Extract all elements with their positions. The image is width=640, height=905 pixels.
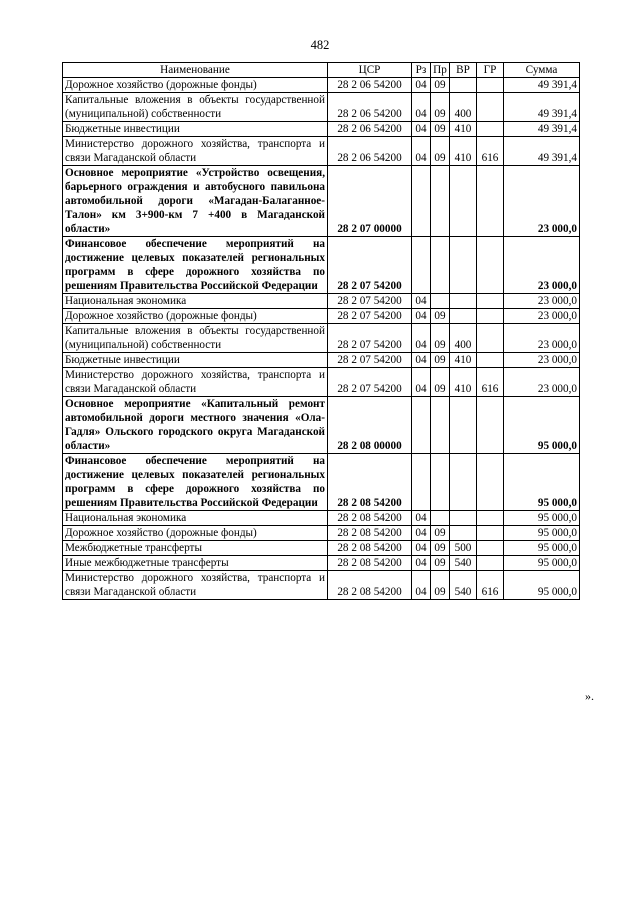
cell-name: Финансовое обеспечение мероприятий на достижение целевых показателей региональных программ в сфере дорожного хозяйства по решениям Правительства Российской Федерации xyxy=(63,454,328,511)
cell-csr: 28 2 07 54200 xyxy=(328,309,412,324)
cell-csr: 28 2 06 54200 xyxy=(328,93,412,122)
cell-pr: 09 xyxy=(431,309,450,324)
cell-gr: 616 xyxy=(477,137,504,166)
cell-name: Национальная экономика xyxy=(63,294,328,309)
table-row xyxy=(63,397,580,454)
table-row xyxy=(63,324,580,353)
cell-csr: 28 2 08 54200 xyxy=(328,541,412,556)
cell-rz xyxy=(412,237,431,294)
cell-csr: 28 2 08 54200 xyxy=(328,454,412,511)
cell-csr: 28 2 07 54200 xyxy=(328,324,412,353)
cell-rz: 04 xyxy=(412,556,431,571)
cell-vr: 410 xyxy=(450,122,477,137)
cell-name: Иные межбюджетные трансферты xyxy=(63,556,328,571)
cell-sum: 49 391,4 xyxy=(504,93,580,122)
table-row xyxy=(63,137,580,166)
header-csr: ЦСР xyxy=(328,63,412,78)
header-rz: Рз xyxy=(412,63,431,78)
header-pr: Пр xyxy=(431,63,450,78)
cell-name: Основное мероприятие «Капитальный ремонт автомобильной дороги местного значения «Ола-Гадля» Ольского городского округа Магаданской области» xyxy=(63,397,328,454)
cell-rz: 04 xyxy=(412,368,431,397)
cell-vr xyxy=(450,511,477,526)
cell-pr xyxy=(431,397,450,454)
cell-pr: 09 xyxy=(431,353,450,368)
cell-pr: 09 xyxy=(431,368,450,397)
cell-pr: 09 xyxy=(431,526,450,541)
cell-sum: 23 000,0 xyxy=(504,166,580,237)
page-number: 482 xyxy=(310,38,330,52)
cell-name: Министерство дорожного хозяйства, транспорта и связи Магаданской области xyxy=(63,368,328,397)
cell-csr: 28 2 06 54200 xyxy=(328,122,412,137)
cell-csr: 28 2 07 54200 xyxy=(328,368,412,397)
cell-name: Министерство дорожного хозяйства, транспорта и связи Магаданской области xyxy=(63,137,328,166)
cell-pr xyxy=(431,237,450,294)
cell-gr xyxy=(477,541,504,556)
cell-vr: 410 xyxy=(450,353,477,368)
cell-rz: 04 xyxy=(412,541,431,556)
cell-vr xyxy=(450,309,477,324)
cell-vr xyxy=(450,397,477,454)
cell-csr: 28 2 08 54200 xyxy=(328,526,412,541)
cell-name: Капитальные вложения в объекты государственной (муниципальной) собственности xyxy=(63,324,328,353)
cell-name: Межбюджетные трансферты xyxy=(63,541,328,556)
cell-vr: 400 xyxy=(450,93,477,122)
cell-name: Бюджетные инвестиции xyxy=(63,353,328,368)
cell-csr: 28 2 06 54200 xyxy=(328,78,412,93)
cell-sum: 49 391,4 xyxy=(504,122,580,137)
cell-pr xyxy=(431,454,450,511)
cell-sum: 23 000,0 xyxy=(504,294,580,309)
cell-pr xyxy=(431,511,450,526)
table-row xyxy=(63,166,580,237)
cell-gr xyxy=(477,294,504,309)
header-gr: ГР xyxy=(477,63,504,78)
cell-vr xyxy=(450,78,477,93)
cell-rz xyxy=(412,166,431,237)
cell-pr: 09 xyxy=(431,324,450,353)
cell-pr: 09 xyxy=(431,556,450,571)
cell-gr xyxy=(477,511,504,526)
cell-vr xyxy=(450,454,477,511)
table-row xyxy=(63,237,580,294)
table-row xyxy=(63,353,580,368)
cell-name: Национальная экономика xyxy=(63,511,328,526)
cell-csr: 28 2 08 00000 xyxy=(328,397,412,454)
cell-gr xyxy=(477,526,504,541)
cell-pr xyxy=(431,294,450,309)
cell-rz: 04 xyxy=(412,324,431,353)
cell-rz: 04 xyxy=(412,294,431,309)
cell-sum: 95 000,0 xyxy=(504,541,580,556)
cell-csr: 28 2 08 54200 xyxy=(328,556,412,571)
cell-sum: 23 000,0 xyxy=(504,309,580,324)
cell-sum: 95 000,0 xyxy=(504,511,580,526)
header-vr: ВР xyxy=(450,63,477,78)
cell-rz: 04 xyxy=(412,93,431,122)
cell-gr xyxy=(477,556,504,571)
cell-rz: 04 xyxy=(412,571,431,600)
cell-rz: 04 xyxy=(412,511,431,526)
cell-sum: 23 000,0 xyxy=(504,324,580,353)
cell-vr: 540 xyxy=(450,556,477,571)
cell-gr xyxy=(477,93,504,122)
table-row xyxy=(63,93,580,122)
cell-gr xyxy=(477,454,504,511)
cell-name: Капитальные вложения в объекты государственной (муниципальной) собственности xyxy=(63,93,328,122)
cell-vr xyxy=(450,237,477,294)
cell-gr: 616 xyxy=(477,571,504,600)
cell-pr: 09 xyxy=(431,122,450,137)
cell-rz: 04 xyxy=(412,526,431,541)
cell-rz: 04 xyxy=(412,137,431,166)
cell-name: Бюджетные инвестиции xyxy=(63,122,328,137)
cell-rz: 04 xyxy=(412,122,431,137)
cell-sum: 95 000,0 xyxy=(504,397,580,454)
table-row xyxy=(63,368,580,397)
table-row xyxy=(63,454,580,511)
cell-vr: 500 xyxy=(450,541,477,556)
cell-gr xyxy=(477,324,504,353)
cell-name: Финансовое обеспечение мероприятий на достижение целевых показателей региональных программ в сфере дорожного хозяйства по решениям Правительства Российской Федерации xyxy=(63,237,328,294)
cell-gr xyxy=(477,166,504,237)
cell-csr: 28 2 06 54200 xyxy=(328,137,412,166)
cell-gr xyxy=(477,122,504,137)
cell-gr xyxy=(477,397,504,454)
cell-csr: 28 2 08 54200 xyxy=(328,511,412,526)
cell-name: Дорожное хозяйство (дорожные фонды) xyxy=(63,78,328,93)
cell-rz: 04 xyxy=(412,353,431,368)
cell-rz xyxy=(412,454,431,511)
cell-rz xyxy=(412,397,431,454)
cell-sum: 23 000,0 xyxy=(504,353,580,368)
table-row xyxy=(63,309,580,324)
closing-quote: ». xyxy=(585,689,594,703)
cell-sum: 23 000,0 xyxy=(504,368,580,397)
cell-vr xyxy=(450,526,477,541)
cell-csr: 28 2 07 54200 xyxy=(328,353,412,368)
cell-name: Министерство дорожного хозяйства, транспорта и связи Магаданской области xyxy=(63,571,328,600)
cell-gr xyxy=(477,237,504,294)
cell-sum: 95 000,0 xyxy=(504,556,580,571)
header-sum: Сумма xyxy=(504,63,580,78)
cell-sum: 49 391,4 xyxy=(504,78,580,93)
cell-sum: 49 391,4 xyxy=(504,137,580,166)
cell-vr xyxy=(450,294,477,309)
table-row xyxy=(63,526,580,541)
cell-vr xyxy=(450,166,477,237)
cell-vr: 410 xyxy=(450,137,477,166)
cell-pr: 09 xyxy=(431,541,450,556)
cell-pr: 09 xyxy=(431,137,450,166)
cell-pr xyxy=(431,166,450,237)
cell-rz: 04 xyxy=(412,78,431,93)
budget-table xyxy=(62,62,580,600)
table-row xyxy=(63,294,580,309)
cell-csr: 28 2 07 54200 xyxy=(328,294,412,309)
cell-pr: 09 xyxy=(431,571,450,600)
header-name: Наименование xyxy=(63,63,328,78)
cell-pr: 09 xyxy=(431,93,450,122)
table-header-row xyxy=(63,63,580,78)
cell-vr: 400 xyxy=(450,324,477,353)
table-row xyxy=(63,511,580,526)
table-row xyxy=(63,556,580,571)
table-row xyxy=(63,571,580,600)
cell-pr: 09 xyxy=(431,78,450,93)
cell-csr: 28 2 07 00000 xyxy=(328,166,412,237)
cell-gr xyxy=(477,353,504,368)
cell-name: Основное мероприятие «Устройство освещения, барьерного ограждения и автобусного павильона автомобильной дороги «Магадан-Балаганное-Талон» км 3+900-км 7 +400 в Магаданской области» xyxy=(63,166,328,237)
cell-gr: 616 xyxy=(477,368,504,397)
cell-sum: 95 000,0 xyxy=(504,526,580,541)
table-row xyxy=(63,541,580,556)
cell-name: Дорожное хозяйство (дорожные фонды) xyxy=(63,309,328,324)
cell-sum: 95 000,0 xyxy=(504,571,580,600)
table-row xyxy=(63,122,580,137)
cell-csr: 28 2 07 54200 xyxy=(328,237,412,294)
cell-rz: 04 xyxy=(412,309,431,324)
cell-vr: 540 xyxy=(450,571,477,600)
table-row xyxy=(63,78,580,93)
cell-name: Дорожное хозяйство (дорожные фонды) xyxy=(63,526,328,541)
cell-csr: 28 2 08 54200 xyxy=(328,571,412,600)
cell-sum: 23 000,0 xyxy=(504,237,580,294)
cell-sum: 95 000,0 xyxy=(504,454,580,511)
cell-gr xyxy=(477,78,504,93)
cell-vr: 410 xyxy=(450,368,477,397)
cell-gr xyxy=(477,309,504,324)
